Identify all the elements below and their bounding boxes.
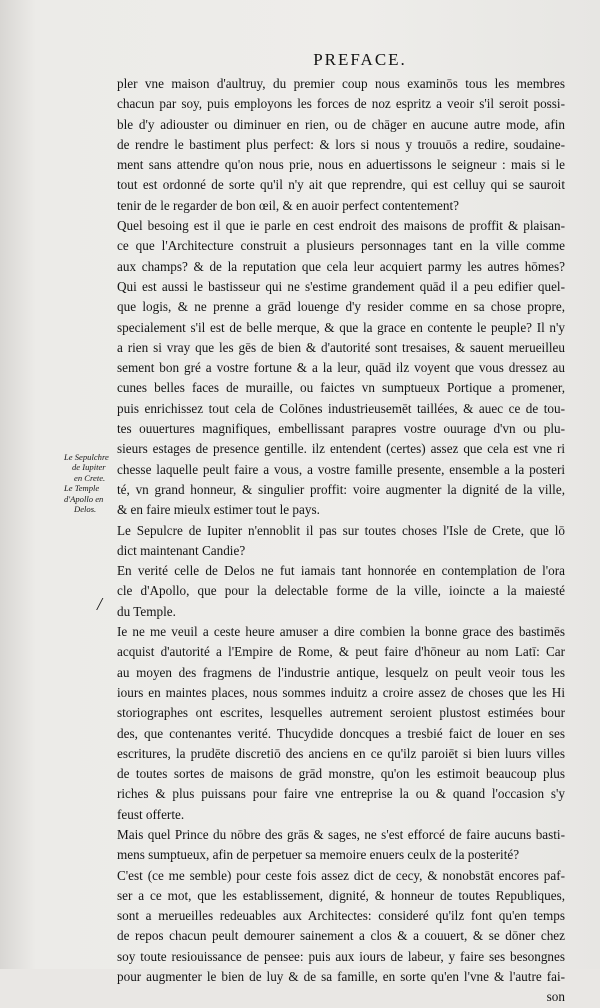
margin-notes (64, 452, 120, 514)
text-line: té, vn grand honneur, & singulier proffit: voire augmenter la dignité de la ville, (117, 481, 565, 497)
text-line: au moyen des fragmens de l'industrie antique, lesquelz on peult veoir tous les (117, 664, 565, 680)
margin-note-line: Le Temple (64, 483, 100, 494)
text-line: puis enrichissez tout cela de Colōnes industrieusemēt taillées, & auec ce de tou- (117, 400, 565, 416)
margin-pen-mark: / (97, 594, 103, 614)
text-line: C'est (ce me semble) pour ceste fois assez dict de cecy, & nonobstāt encores paf- (117, 867, 565, 883)
text-line: feust offerte. (117, 806, 185, 822)
text-line: tenir de le regarder de bon œil, & en auoir perfect contentement? (117, 197, 459, 213)
text-line: de toutes sortes de maisons de grād monstre, qu'on les estimoit beaucoup plus (117, 766, 565, 782)
text-line: du Temple. (117, 603, 176, 619)
text-line: cunes belles faces de muraille, ou faictes vn sumptueux Portique a promener, (117, 380, 565, 396)
text-line: soy toute resiouissance de pensee: puis aux iours de labeur, y faire ses besongnes (117, 948, 565, 964)
text-line: iours en maintes places, nous sommes induitz a croire assez de choses que les Hi (117, 684, 565, 700)
text-line: des, que contenantes verité. Thucydide doncques a tresbié faict de louer en ses (117, 725, 565, 741)
body-text (117, 74, 565, 1008)
text-line: specialement s'il est de belle merque, & que la grace en contente le peuple? Il n'y (117, 319, 565, 335)
text-line: Ie ne me veuil a ceste heure amuser a dire combien la bonne grace des bastimēs (117, 624, 565, 640)
text-line: & en faire mieulx estimer tout le pays. (117, 502, 320, 518)
text-line: Le Sepulcre de Iupiter n'ennoblit il pas sur toutes choses l'Isle de Crete, que lō (117, 522, 565, 538)
text-line: Qui est aussi le bastisseur qui ne s'estime grandement quād il a peu edifier quel- (117, 278, 565, 294)
running-header: PREFACE. (313, 50, 407, 69)
text-line: aux champs? & de la reputation que cela leur acquiert parmy les autres hōmes? (117, 258, 565, 274)
text-line: chacun par soy, puis employons les forces de noz espritz a veoir s'il seroit possi- (117, 96, 565, 112)
margin-note-line: Le Sepulchre (64, 452, 109, 462)
text-line: storiographes ont escrites, lesquelles autrement seroient plustost estimées bour (117, 705, 565, 721)
text-line: tes ouuertures magnifiques, embellissant parapres vostre ouurage d'vn ou plu- (117, 421, 565, 437)
text-line: acquist d'autorité a l'Empire de Rome, & peut faire d'hōneur au nom Latī: Car (117, 644, 565, 660)
text-line: cle d'Apollo, que pour la delectable forme de la ville, ioincte a la maiesté (117, 583, 565, 599)
text-line: de repos chacun peult demourer sainement a clos & a couuert, & se dōner chez (117, 928, 565, 944)
text-line: ment sans attendre qu'on nous prie, nous en aduertissons le seigneur : mais si le (117, 157, 565, 173)
text-line: a rien si vray que les gēs de bien & d'autorité sont tresaises, & sauent merueilleu (117, 339, 565, 355)
text-line: que logis, & ne prenne a grād louenge d'y resider comme en sa chose propre, (117, 299, 565, 315)
text-line: riches & plus puissans pour faire vne entreprise la ou & quand l'occasion s'y (117, 786, 565, 802)
text-line: sont a merueilles redeuables aux Architectes: consideré qu'ilz font qu'en temps (117, 908, 565, 924)
margin-note-line: en Crete. (74, 472, 106, 483)
text-line: dict maintenant Candie? (117, 542, 246, 558)
margin-note-line: d'Apollo en (64, 493, 104, 504)
text-line: Mais quel Prince du nōbre des grās & sages, ne s'est efforcé de faire aucuns basti- (117, 826, 565, 842)
text-line: chesse laquelle peult faire a vous, a vostre famille presente, ensemble a la posteri (117, 461, 565, 477)
text-line: En verité celle de Delos ne fut iamais tant honnorée en contemplation de l'ora (117, 563, 565, 579)
text-line: sement bon gré a vostre fortune & a la leur, quād ilz voyent que vous dressez au (117, 360, 565, 376)
text-line: ble d'y adiouster ou diminuer en rien, ou de chāger en aucune autre mode, afin (117, 116, 565, 132)
margin-note-line: de Iupiter (72, 462, 106, 473)
text-line: Quel besoing est il que ie parle en cest endroit des maisons de proffit & plaisan- (117, 218, 565, 234)
text-line: pler vne maison d'aultruy, du premier coup nous examinōs tous les membres (117, 76, 565, 91)
text-line: escritures, la prudēte discretiō des anciens en ce qu'ilz paroiēt si bien luurs villes (117, 745, 565, 761)
text-line: pour augmenter le bien de luy & de sa famille, en sorte qu'en l'vne & l'autre fai- (117, 969, 565, 985)
text-line: de rendre le bastiment plus perfect: & lors si nous y trouuōs a redire, soudaine- (117, 136, 565, 152)
text-line: tout est ordonné de sorte qu'il n'y ait que reprendre, qui est celluy qui se sauroit (117, 177, 565, 193)
text-line: ce que l'Architecture construit a plusieurs personnages tant en la ville comme (117, 238, 565, 254)
text-line: son (546, 989, 565, 1005)
text-line: ser a ce mot, que les establissement, dignité, & honneur de toutes Republiques, (117, 887, 565, 903)
margin-note-line: Delos. (74, 504, 97, 515)
text-line: sieurs estages de presence gentille. ilz entendent (certes) assez que cela est vne ri (117, 441, 565, 457)
text-line: mens sumptueux, afin de perpetuer sa memoire enuers ceulx de la posterité? (117, 847, 520, 863)
